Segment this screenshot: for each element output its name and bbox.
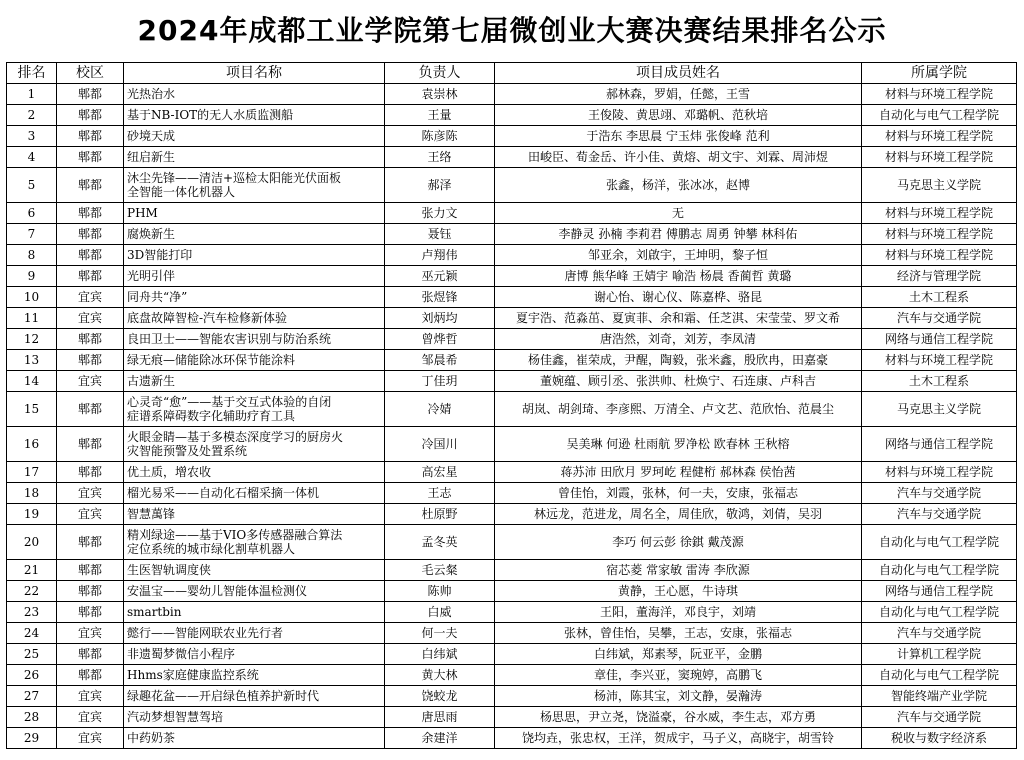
rank-cell: 29 bbox=[7, 728, 57, 749]
table-row bbox=[7, 203, 1017, 224]
rank-cell: 21 bbox=[7, 560, 57, 581]
campus-cell: 郫都 bbox=[57, 329, 124, 350]
college-cell: 自动化与电气工程学院 bbox=[862, 105, 1017, 126]
college-cell: 网络与通信工程学院 bbox=[862, 427, 1017, 462]
college-cell: 汽车与交通学院 bbox=[862, 483, 1017, 504]
campus-cell: 郫都 bbox=[57, 602, 124, 623]
leader-cell: 刘炳均 bbox=[385, 308, 495, 329]
project-name-cell: 中药奶茶 bbox=[124, 728, 385, 749]
college-cell: 汽车与交通学院 bbox=[862, 308, 1017, 329]
campus-cell: 郫都 bbox=[57, 644, 124, 665]
header-leader: 负责人 bbox=[385, 63, 495, 84]
leader-cell: 王量 bbox=[385, 105, 495, 126]
project-name-cell: 心灵奇“愈”——基于交互式体验的自闭 症谱系障碍数字化辅助疗育工具 bbox=[124, 392, 385, 427]
table-row bbox=[7, 371, 1017, 392]
members-cell: 蒋苏沛 田欣月 罗珂屹 程健桁 郝林森 侯怡茜 bbox=[495, 462, 862, 483]
college-cell: 自动化与电气工程学院 bbox=[862, 560, 1017, 581]
table-row bbox=[7, 483, 1017, 504]
members-cell: 杨思思，尹立尧，饶溢豪，谷水威，李生志，邓方勇 bbox=[495, 707, 862, 728]
project-name-cell: 智慧萬锋 bbox=[124, 504, 385, 525]
table-row bbox=[7, 105, 1017, 126]
members-cell: 黄静，王心愿，牛诗琪 bbox=[495, 581, 862, 602]
rank-cell: 3 bbox=[7, 126, 57, 147]
college-cell: 材料与环境工程学院 bbox=[862, 224, 1017, 245]
table-body bbox=[7, 84, 1017, 749]
table-row bbox=[7, 287, 1017, 308]
leader-cell: 卢翔伟 bbox=[385, 245, 495, 266]
project-name-cell: 光热治水 bbox=[124, 84, 385, 105]
campus-cell: 郫都 bbox=[57, 126, 124, 147]
rank-cell: 16 bbox=[7, 427, 57, 462]
campus-cell: 郫都 bbox=[57, 147, 124, 168]
leader-cell: 冷国川 bbox=[385, 427, 495, 462]
campus-cell: 郫都 bbox=[57, 105, 124, 126]
project-name-cell: 光明引伴 bbox=[124, 266, 385, 287]
table-row bbox=[7, 329, 1017, 350]
project-name-cell: 腐焕新生 bbox=[124, 224, 385, 245]
college-cell: 智能终端产业学院 bbox=[862, 686, 1017, 707]
leader-cell: 冷婧 bbox=[385, 392, 495, 427]
project-name-cell: 古遗新生 bbox=[124, 371, 385, 392]
table-row bbox=[7, 728, 1017, 749]
members-cell: 唐浩然，刘奇，刘芳，李凤清 bbox=[495, 329, 862, 350]
campus-cell: 宜宾 bbox=[57, 623, 124, 644]
college-cell: 网络与通信工程学院 bbox=[862, 581, 1017, 602]
leader-cell: 曾烨哲 bbox=[385, 329, 495, 350]
campus-cell: 宜宾 bbox=[57, 287, 124, 308]
rank-cell: 8 bbox=[7, 245, 57, 266]
rank-cell: 26 bbox=[7, 665, 57, 686]
members-cell: 宿芯菱 常家敏 雷涛 李欣源 bbox=[495, 560, 862, 581]
table-row bbox=[7, 84, 1017, 105]
table-row bbox=[7, 168, 1017, 203]
college-cell: 自动化与电气工程学院 bbox=[862, 665, 1017, 686]
members-cell: 杨佳鑫，崔荣成，尹醒，陶毅，张米鑫，殷欣冉，田嘉豪 bbox=[495, 350, 862, 371]
leader-cell: 孟冬英 bbox=[385, 525, 495, 560]
leader-cell: 张力文 bbox=[385, 203, 495, 224]
campus-cell: 郫都 bbox=[57, 168, 124, 203]
ranking-table bbox=[6, 62, 1017, 749]
members-cell: 王阳，董海洋，邓良宇，刘靖 bbox=[495, 602, 862, 623]
college-cell: 土木工程系 bbox=[862, 371, 1017, 392]
rank-cell: 14 bbox=[7, 371, 57, 392]
leader-cell: 郝泽 bbox=[385, 168, 495, 203]
college-cell: 计算机工程学院 bbox=[862, 644, 1017, 665]
leader-cell: 袁崇林 bbox=[385, 84, 495, 105]
leader-cell: 邹晨希 bbox=[385, 350, 495, 371]
table-row bbox=[7, 707, 1017, 728]
project-name-cell: 绿无痕—储能除冰环保节能涂料 bbox=[124, 350, 385, 371]
members-cell: 林远龙，范进龙，周名全，周佳欣，敬鸿，刘倩，吴羽 bbox=[495, 504, 862, 525]
members-cell: 章佳，李兴亚，窦琬婷，高鹏飞 bbox=[495, 665, 862, 686]
project-name-cell: 基于NB-IOT的无人水质监测船 bbox=[124, 105, 385, 126]
campus-cell: 郫都 bbox=[57, 203, 124, 224]
leader-cell: 陈帅 bbox=[385, 581, 495, 602]
project-name-cell: 榴光易采——自动化石榴采摘一体机 bbox=[124, 483, 385, 504]
table-row bbox=[7, 560, 1017, 581]
table-row bbox=[7, 245, 1017, 266]
page-title: 2024年成都工业学院第七届微创业大赛决赛结果排名公示 bbox=[137, 14, 887, 47]
leader-cell: 饶蛟龙 bbox=[385, 686, 495, 707]
leader-cell: 杜原野 bbox=[385, 504, 495, 525]
members-cell: 谢心怡、谢心仪、陈嘉桦、骆昆 bbox=[495, 287, 862, 308]
members-cell: 胡岚、胡剑琦、李彦熙、万清全、卢文艺、范欣怡、范晨尘 bbox=[495, 392, 862, 427]
table-row bbox=[7, 602, 1017, 623]
campus-cell: 宜宾 bbox=[57, 308, 124, 329]
table-row bbox=[7, 350, 1017, 371]
rank-cell: 23 bbox=[7, 602, 57, 623]
rank-cell: 17 bbox=[7, 462, 57, 483]
leader-cell: 丁佳玥 bbox=[385, 371, 495, 392]
leader-cell: 陈彦陈 bbox=[385, 126, 495, 147]
college-cell: 马克思主义学院 bbox=[862, 392, 1017, 427]
table-row bbox=[7, 581, 1017, 602]
leader-cell: 白纬斌 bbox=[385, 644, 495, 665]
campus-cell: 郫都 bbox=[57, 560, 124, 581]
college-cell: 汽车与交通学院 bbox=[862, 504, 1017, 525]
college-cell: 自动化与电气工程学院 bbox=[862, 525, 1017, 560]
project-name-cell: 绿趣花盆——开启绿色植养护新时代 bbox=[124, 686, 385, 707]
project-name-cell: 优土质，增农收 bbox=[124, 462, 385, 483]
project-name-cell: 精刈绿途——基于VIO多传感器融合算法 定位系统的城市绿化割草机器人 bbox=[124, 525, 385, 560]
college-cell: 材料与环境工程学院 bbox=[862, 203, 1017, 224]
campus-cell: 郫都 bbox=[57, 525, 124, 560]
header-campus: 校区 bbox=[57, 63, 124, 84]
campus-cell: 宜宾 bbox=[57, 504, 124, 525]
members-cell: 郝林森，罗娟，任懿，王雪 bbox=[495, 84, 862, 105]
project-name-cell: 非遗蜀梦微信小程序 bbox=[124, 644, 385, 665]
members-cell: 无 bbox=[495, 203, 862, 224]
college-cell: 网络与通信工程学院 bbox=[862, 329, 1017, 350]
leader-cell: 王络 bbox=[385, 147, 495, 168]
leader-cell: 巫元颖 bbox=[385, 266, 495, 287]
campus-cell: 宜宾 bbox=[57, 371, 124, 392]
rank-cell: 25 bbox=[7, 644, 57, 665]
rank-cell: 10 bbox=[7, 287, 57, 308]
campus-cell: 郫都 bbox=[57, 462, 124, 483]
project-name-cell: 生医智轨调度侠 bbox=[124, 560, 385, 581]
project-name-cell: 懿行——智能网联农业先行者 bbox=[124, 623, 385, 644]
table-row bbox=[7, 686, 1017, 707]
leader-cell: 高宏星 bbox=[385, 462, 495, 483]
project-name-cell: Hhms家庭健康监控系统 bbox=[124, 665, 385, 686]
header-college: 所属学院 bbox=[862, 63, 1017, 84]
table-row bbox=[7, 427, 1017, 462]
members-cell: 李静灵 孙楠 李莉君 傅鹏志 周勇 钟攀 林科佑 bbox=[495, 224, 862, 245]
members-cell: 于浩东 李思晨 宁玉炜 张俊峰 范利 bbox=[495, 126, 862, 147]
leader-cell: 毛云粲 bbox=[385, 560, 495, 581]
campus-cell: 郫都 bbox=[57, 392, 124, 427]
members-cell: 张鑫，杨洋，张冰冰，赵博 bbox=[495, 168, 862, 203]
campus-cell: 郫都 bbox=[57, 266, 124, 287]
table-row bbox=[7, 665, 1017, 686]
campus-cell: 宜宾 bbox=[57, 483, 124, 504]
rank-cell: 27 bbox=[7, 686, 57, 707]
college-cell: 材料与环境工程学院 bbox=[862, 84, 1017, 105]
campus-cell: 郫都 bbox=[57, 84, 124, 105]
table-row bbox=[7, 126, 1017, 147]
project-name-cell: 良田卫士——智能农害识别与防治系统 bbox=[124, 329, 385, 350]
rank-cell: 15 bbox=[7, 392, 57, 427]
members-cell: 白纬斌，郑素琴，阮亚平，金鹏 bbox=[495, 644, 862, 665]
table-row bbox=[7, 462, 1017, 483]
rank-cell: 24 bbox=[7, 623, 57, 644]
rank-cell: 28 bbox=[7, 707, 57, 728]
table-row bbox=[7, 392, 1017, 427]
leader-cell: 张煜锋 bbox=[385, 287, 495, 308]
members-cell: 饶均垚，张忠权，王洋，贺成宇，马子义，高晓宇，胡雪铃 bbox=[495, 728, 862, 749]
project-name-cell: 3D智能打印 bbox=[124, 245, 385, 266]
members-cell: 张林，曾佳怡，吴攀，王志，安康，张福志 bbox=[495, 623, 862, 644]
campus-cell: 郫都 bbox=[57, 350, 124, 371]
project-name-cell: 沐尘先锋——清洁+巡检太阳能光伏面板 全智能一体化机器人 bbox=[124, 168, 385, 203]
members-cell: 田峻臣、荀金岳、许小佳、黄熔、胡文宇、刘霖、周沛煜 bbox=[495, 147, 862, 168]
campus-cell: 郫都 bbox=[57, 245, 124, 266]
campus-cell: 郫都 bbox=[57, 224, 124, 245]
rank-cell: 19 bbox=[7, 504, 57, 525]
members-cell: 夏宇浩、范淼茁、夏寅菲、余和霜、任芝淇、宋莹莹、罗文希 bbox=[495, 308, 862, 329]
campus-cell: 郫都 bbox=[57, 427, 124, 462]
project-name-cell: 底盘故障智检-汽车检修新体验 bbox=[124, 308, 385, 329]
rank-cell: 12 bbox=[7, 329, 57, 350]
rank-cell: 20 bbox=[7, 525, 57, 560]
members-cell: 李巧 何云彭 徐錤 戴茂源 bbox=[495, 525, 862, 560]
leader-cell: 余建洋 bbox=[385, 728, 495, 749]
rank-cell: 22 bbox=[7, 581, 57, 602]
members-cell: 董婉蕴、顾引丞、张洪帅、杜焕宁、石连康、卢科吉 bbox=[495, 371, 862, 392]
rank-cell: 13 bbox=[7, 350, 57, 371]
leader-cell: 白威 bbox=[385, 602, 495, 623]
table-row bbox=[7, 504, 1017, 525]
rank-cell: 7 bbox=[7, 224, 57, 245]
members-cell: 唐博 熊华峰 王婧宇 喻浩 杨晨 香蔺哲 黄璐 bbox=[495, 266, 862, 287]
table-row bbox=[7, 224, 1017, 245]
campus-cell: 宜宾 bbox=[57, 707, 124, 728]
rank-cell: 4 bbox=[7, 147, 57, 168]
members-cell: 曾佳怡，刘霞，张林，何一夫，安康，张福志 bbox=[495, 483, 862, 504]
college-cell: 汽车与交通学院 bbox=[862, 623, 1017, 644]
project-name-cell: 同舟共“净” bbox=[124, 287, 385, 308]
rank-cell: 9 bbox=[7, 266, 57, 287]
project-name-cell: 砂境天成 bbox=[124, 126, 385, 147]
members-cell: 吴美琳 何逊 杜雨航 罗净松 欧春林 王秋榕 bbox=[495, 427, 862, 462]
table-row bbox=[7, 308, 1017, 329]
project-name-cell: 汽动梦想智慧驾培 bbox=[124, 707, 385, 728]
project-name-cell: smartbin bbox=[124, 602, 385, 623]
campus-cell: 郫都 bbox=[57, 581, 124, 602]
college-cell: 材料与环境工程学院 bbox=[862, 462, 1017, 483]
members-cell: 杨沛，陈其宝，刘文静，晏瀚涛 bbox=[495, 686, 862, 707]
table-row bbox=[7, 623, 1017, 644]
rank-cell: 11 bbox=[7, 308, 57, 329]
table-header-row bbox=[7, 63, 1017, 84]
table-row bbox=[7, 147, 1017, 168]
project-name-cell: PHM bbox=[124, 203, 385, 224]
table-row bbox=[7, 644, 1017, 665]
leader-cell: 何一夫 bbox=[385, 623, 495, 644]
project-name-cell: 纽启新生 bbox=[124, 147, 385, 168]
rank-cell: 5 bbox=[7, 168, 57, 203]
leader-cell: 黄大林 bbox=[385, 665, 495, 686]
table-row bbox=[7, 525, 1017, 560]
members-cell: 邹亚余，刘啟宇，王坤明，黎子恒 bbox=[495, 245, 862, 266]
members-cell: 王俊陵、黄思翊、邓璐帆、范秋培 bbox=[495, 105, 862, 126]
campus-cell: 宜宾 bbox=[57, 728, 124, 749]
rank-cell: 1 bbox=[7, 84, 57, 105]
leader-cell: 唐思雨 bbox=[385, 707, 495, 728]
header-rank: 排名 bbox=[7, 63, 57, 84]
header-project: 项目名称 bbox=[124, 63, 385, 84]
college-cell: 自动化与电气工程学院 bbox=[862, 602, 1017, 623]
college-cell: 税收与数字经济系 bbox=[862, 728, 1017, 749]
campus-cell: 郫都 bbox=[57, 665, 124, 686]
leader-cell: 王志 bbox=[385, 483, 495, 504]
rank-cell: 2 bbox=[7, 105, 57, 126]
college-cell: 材料与环境工程学院 bbox=[862, 350, 1017, 371]
college-cell: 材料与环境工程学院 bbox=[862, 147, 1017, 168]
campus-cell: 宜宾 bbox=[57, 686, 124, 707]
header-members: 项目成员姓名 bbox=[495, 63, 862, 84]
leader-cell: 聂钰 bbox=[385, 224, 495, 245]
rank-cell: 6 bbox=[7, 203, 57, 224]
project-name-cell: 火眼金睛—基于多模态深度学习的厨房火 灾智能预警及处置系统 bbox=[124, 427, 385, 462]
college-cell: 材料与环境工程学院 bbox=[862, 126, 1017, 147]
college-cell: 马克思主义学院 bbox=[862, 168, 1017, 203]
college-cell: 汽车与交通学院 bbox=[862, 707, 1017, 728]
college-cell: 土木工程系 bbox=[862, 287, 1017, 308]
college-cell: 经济与管理学院 bbox=[862, 266, 1017, 287]
rank-cell: 18 bbox=[7, 483, 57, 504]
table-row bbox=[7, 266, 1017, 287]
college-cell: 材料与环境工程学院 bbox=[862, 245, 1017, 266]
project-name-cell: 安温宝——婴幼儿智能体温检测仪 bbox=[124, 581, 385, 602]
